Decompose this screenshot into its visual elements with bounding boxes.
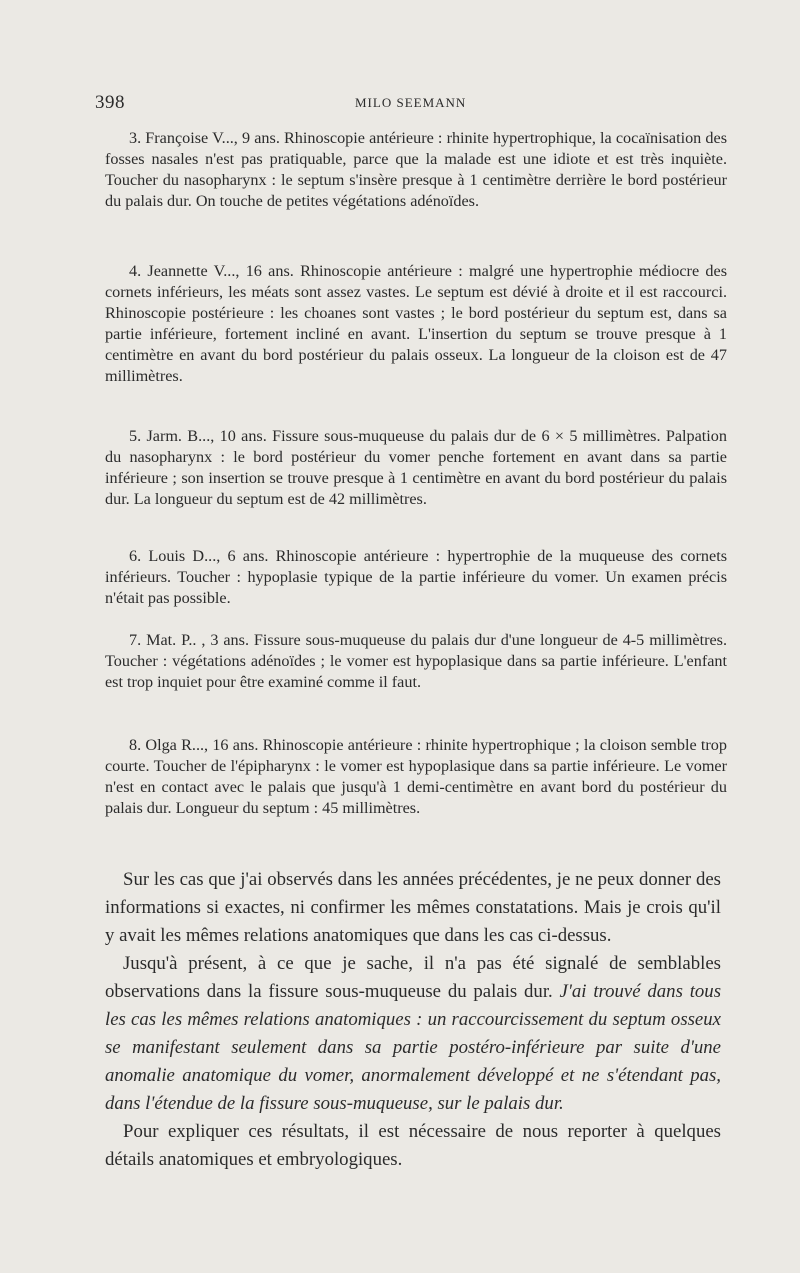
body-paragraph-2 bbox=[105, 950, 721, 1118]
case-3 bbox=[105, 128, 727, 212]
running-head: MILO SEEMANN bbox=[355, 95, 467, 110]
case-paragraph: 8. Olga R..., 16 ans. Rhinoscopie antérieure : rhinite hypertrophique ; la cloison semble trop courte. Toucher de l'épipharynx : le vomer est hypoplasique dans sa partie inférieure. Le vomer n'est en contact avec le palais que jusqu'à 1 demi-centimètre en avant bord du postérieur du palais dur. Longueur du septum : 45 millimètres. bbox=[105, 736, 727, 817]
case-4 bbox=[105, 261, 727, 387]
case-paragraph: 4. Jeannette V..., 16 ans. Rhinoscopie antérieure : malgré une hypertrophie médiocre des cornets inférieurs, les méats sont assez vastes. Le septum est dévié à droite et il est raccourci. Rhinoscopie postérieure : les choanes sont vastes ; le bord postérieur du septum est, dans sa partie inférieure, fortement incliné en avant. L'insertion du septum se trouve presque à 1 centimètre en avant du bord postérieur du palais osseux. La longueur de la cloison est de 47 millimètres. bbox=[105, 262, 727, 385]
body-paragraph-1: Sur les cas que j'ai observés dans les années précédentes, je ne peux donner des informations si exactes, ni confirmer les mêmes constatations. Mais je crois qu'il y avait les mêmes relations anatomiques que dans les cas ci-dessus. bbox=[105, 869, 721, 946]
case-paragraph: 5. Jarm. B..., 10 ans. Fissure sous-muqueuse du palais dur de 6 × 5 millimètres. Palpation du nasopharynx : le bord postérieur du vomer penche fortement en avant dans sa partie inférieure ; son insertion se trouve presque à 1 centimètre en avant du bord postérieur du palais dur. La longueur du septum est de 42 millimètres. bbox=[105, 427, 727, 508]
case-paragraph: 7. Mat. P.. , 3 ans. Fissure sous-muqueuse du palais dur d'une longueur de 4-5 millimètres. Toucher : végétations adénoïdes ; le vomer est hypoplasique dans sa partie inférieure. L'enfant est trop inquiet pour être examiné comme il faut. bbox=[105, 631, 727, 691]
page-header bbox=[0, 92, 800, 116]
case-8 bbox=[105, 735, 727, 819]
case-paragraph: 3. Françoise V..., 9 ans. Rhinoscopie antérieure : rhinite hypertrophique, la cocaïnisation des fosses nasales n'est pas pratiquable, parce que la malade est une idiote et est très inquiète. Toucher du nasopharynx : le septum s'insère presque à 1 centimètre derrière le bord postérieur du palais dur. On touche de petites végétations adénoïdes. bbox=[105, 129, 727, 210]
case-paragraph: 6. Louis D..., 6 ans. Rhinoscopie antérieure : hypertrophie de la muqueuse des cornets inférieurs. Toucher : hypoplasie typique de la partie inférieure du vomer. Un examen précis n'était pas possible. bbox=[105, 547, 727, 607]
body-paragraph-2-roman: Jusqu'à présent, à ce que je sache, il n'a pas été signalé de semblables observations dans la fissure sous-muqueuse du palais dur. bbox=[105, 953, 721, 1002]
case-7 bbox=[105, 630, 727, 693]
case-6 bbox=[105, 546, 727, 609]
case-5 bbox=[105, 426, 727, 510]
body-paragraph-3: Pour expliquer ces résultats, il est nécessaire de nous reporter à quelques détails anatomiques et embryologiques. bbox=[105, 1121, 721, 1170]
page-number: 398 bbox=[95, 92, 125, 113]
body-paragraph-2-italic: J'ai trouvé dans tous les cas les mêmes relations anatomiques : un raccourcissement du septum osseux se manifestant seulement dans sa partie postéro-inférieure par suite d'une anomalie anatomique du vomer, anormalement développé et ne s'étendant pas, dans l'étendue de la fissure sous-muqueuse, sur le palais dur. bbox=[105, 981, 722, 1114]
main-text bbox=[105, 866, 721, 1174]
